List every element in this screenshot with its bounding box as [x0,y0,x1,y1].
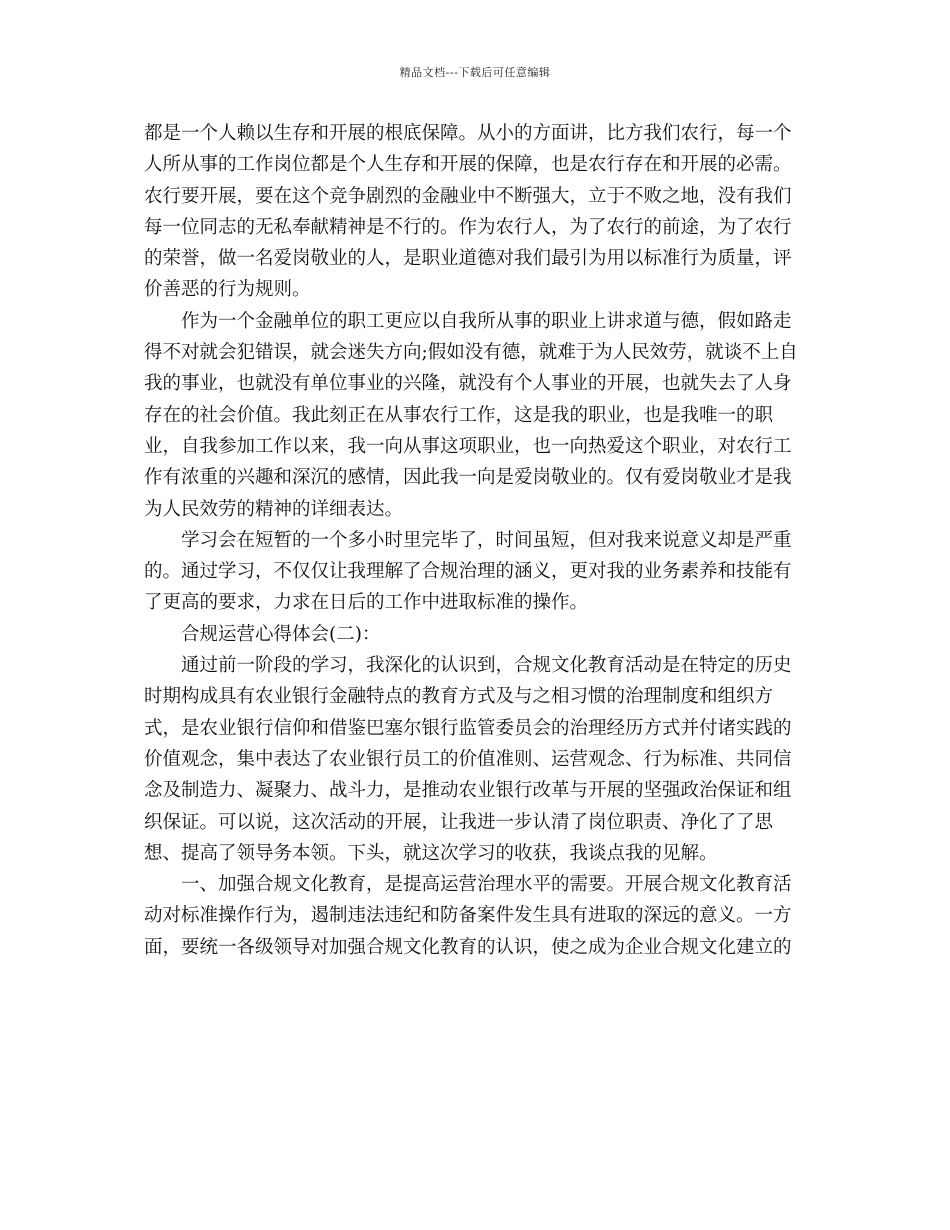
text-line: 作为一个金融单位的职工更应以自我所从事的职业上讲求道与德，假如路走 [144,310,792,332]
text-line: 每一位同志的无私奉献精神是不行的。作为农行人，为了农行的前途，为了农行 [144,216,792,238]
text-line: 价善恶的行为规则。 [144,279,311,301]
text-line: 价值观念，集中表达了农业银行员工的价值准则、运营观念、行为标准、共同信 [144,748,792,770]
text-line: 得不对就会犯错误，就会迷失方向;假如没有德，就难于为人民效劳，就谈不上自 [144,342,798,364]
text-line: 业，自我参加工作以来，我一向从事这项职业，也一向热爱这个职业，对农行工 [144,435,792,457]
text-line: 作有浓重的兴趣和深沉的感情，因此我一向是爱岗敬业的。仅有爱岗敬业才是我 [144,467,792,489]
text-line: 的荣誉，做一名爱岗敬业的人，是职业道德对我们最引为用以标准行为质量，评 [144,248,792,270]
text-line: 都是一个人赖以生存和开展的根底保障。从小的方面讲，比方我们农行，每一个 [144,123,792,144]
text-line: 面，要统一各级领导对加强合规文化教育的认识，使之成为企业合规文化建立的 [144,936,792,958]
text-line: 织保证。可以说，这次活动的开展，让我进一步认清了岗位职责、净化了了思 [144,811,774,833]
text-line: 想、提高了领导务本领。下头，就这次学习的收获，我谈点我的见解。 [144,842,718,864]
text-line: 人所从事的工作岗位都是个人生存和开展的保障，也是农行存在和开展的必需。 [144,154,792,176]
text-line: 我的事业，也就没有单位事业的兴隆，就没有个人事业的开展，也就失去了人身 [144,373,792,395]
text-line: 存在的社会价值。我此刻正在从事农行工作，这是我的职业，也是我唯一的职 [144,404,774,426]
text-line: 农行要开展，要在这个竞争剧烈的金融业中不断强大，立于不败之地，没有我们 [144,185,792,207]
text-line: 念及制造力、凝聚力、战斗力，是推动农业银行改革与开展的坚强政治保证和组 [144,780,792,802]
text-line: 为人民效劳的精神的详细表达。 [144,498,404,520]
text-line: 时期构成具有农业银行金融特点的教育方式及与之相习惯的治理制度和组织方 [144,686,774,708]
text-line: 的。通过学习，不仅仅让我理解了合规治理的涵义，更对我的业务素养和技能有 [144,561,792,583]
text-line: 通过前一阶段的学习，我深化的认识到，合规文化教育活动是在特定的历史 [144,655,792,677]
section-heading: 合规运营心得体会(二)： [144,623,381,645]
text-line: 学习会在短暂的一个多小时里完毕了，时间虽短，但对我来说意义却是严重 [144,529,792,551]
document-body [144,118,804,963]
page-header: 精品文档---下载后可任意编辑 [399,66,551,79]
text-line: 一、加强合规文化教育，是提高运营治理水平的需要。开展合规文化教育活 [144,874,792,896]
text-line: 了更高的要求，力求在日后的工作中进取标准的操作。 [144,592,589,614]
text-line: 动对标准操作行为，遏制违法违纪和防备案件发生具有进取的深远的意义。一方 [144,905,792,927]
text-line: 式，是农业银行信仰和借鉴巴塞尔银行监管委员会的治理经历方式并付诸实践的 [144,717,792,739]
